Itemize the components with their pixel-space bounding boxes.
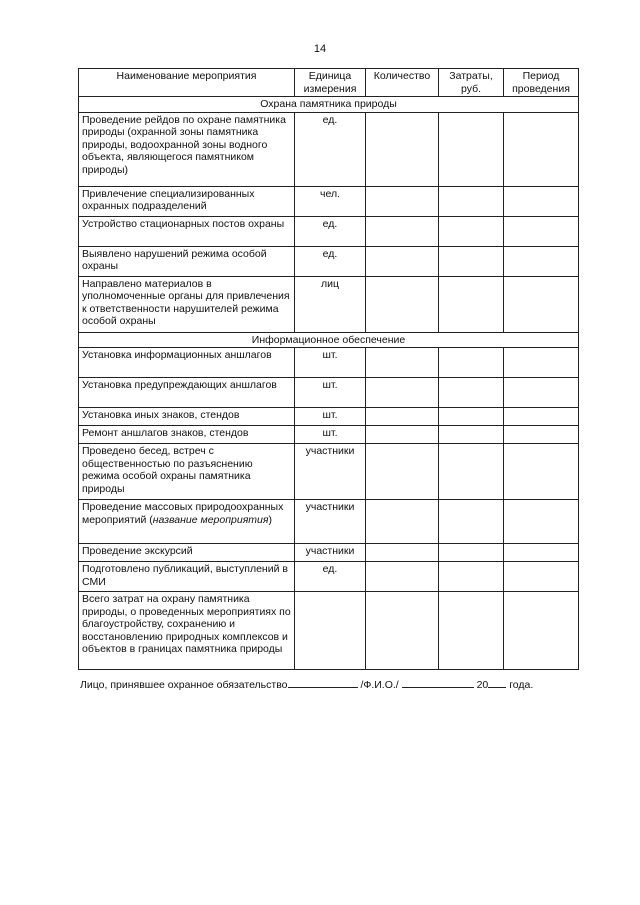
period-cell[interactable] [504, 544, 579, 562]
costs-cell[interactable] [439, 186, 504, 216]
activity-name: Привлечение специализированных охранных подразделений [79, 186, 295, 216]
activity-unit: ед. [295, 216, 366, 246]
table-row [79, 378, 579, 408]
activity-name [79, 500, 295, 544]
costs-cell[interactable] [439, 426, 504, 444]
costs-cell[interactable] [439, 408, 504, 426]
signature-blank[interactable] [288, 677, 358, 688]
section-row [79, 332, 579, 348]
activity-name: Проведено бесед, встреч с общественностью по разъяснению режима особой охраны памятника природы [79, 444, 295, 500]
activity-unit: ед. [295, 246, 366, 276]
quantity-cell[interactable] [366, 500, 439, 544]
activity-unit: шт. [295, 378, 366, 408]
period-cell[interactable] [504, 276, 579, 332]
activity-name: Выявлено нарушений режима особой охраны [79, 246, 295, 276]
table-row [79, 246, 579, 276]
costs-cell[interactable] [439, 544, 504, 562]
activity-name: Установка иных знаков, стендов [79, 408, 295, 426]
period-cell[interactable] [504, 186, 579, 216]
header-period: Период проведения [504, 69, 579, 97]
signature-line [80, 677, 590, 691]
activity-name: Проведение экскурсий [79, 544, 295, 562]
activity-unit: ед. [295, 112, 366, 186]
table-row [79, 500, 579, 544]
period-cell[interactable] [504, 112, 579, 186]
activity-unit: чел. [295, 186, 366, 216]
activity-unit: участники [295, 544, 366, 562]
quantity-cell[interactable] [366, 444, 439, 500]
header-quantity: Количество [366, 69, 439, 97]
costs-cell[interactable] [439, 500, 504, 544]
costs-cell[interactable] [439, 112, 504, 186]
quantity-cell[interactable] [366, 246, 439, 276]
activity-unit: участники [295, 500, 366, 544]
costs-cell[interactable] [439, 562, 504, 592]
period-cell[interactable] [504, 348, 579, 378]
header-unit: Единица измерения [295, 69, 366, 97]
quantity-cell[interactable] [366, 112, 439, 186]
table-row [79, 544, 579, 562]
table-row [79, 216, 579, 246]
costs-cell[interactable] [439, 348, 504, 378]
quantity-cell[interactable] [366, 276, 439, 332]
activity-name-suffix: ) [268, 513, 272, 526]
table-row [79, 444, 579, 500]
activity-name: Проведение рейдов по охране памятника природы (охранной зоны памятника природы, водоохранной зоны водного объекта, являющегося памятником природы) [79, 112, 295, 186]
year-prefix: 20 [476, 679, 489, 691]
activities-table [78, 68, 579, 670]
header-activity-name: Наименование мероприятия [79, 69, 295, 97]
quantity-cell[interactable] [366, 562, 439, 592]
period-cell[interactable] [504, 592, 579, 670]
activity-unit: ед. [295, 562, 366, 592]
table-row [79, 592, 579, 670]
quantity-cell[interactable] [366, 378, 439, 408]
costs-cell[interactable] [439, 246, 504, 276]
costs-cell[interactable] [439, 276, 504, 332]
period-cell[interactable] [504, 444, 579, 500]
quantity-cell[interactable] [366, 544, 439, 562]
activity-unit: шт. [295, 426, 366, 444]
quantity-cell[interactable] [366, 408, 439, 426]
table-row [79, 276, 579, 332]
activity-name: Установка предупреждающих аншлагов [79, 378, 295, 408]
costs-cell[interactable] [439, 378, 504, 408]
period-cell[interactable] [504, 426, 579, 444]
period-cell[interactable] [504, 378, 579, 408]
table-row [79, 348, 579, 378]
costs-cell[interactable] [439, 216, 504, 246]
quantity-cell[interactable] [366, 216, 439, 246]
page-number: 14 [313, 43, 327, 55]
period-cell[interactable] [504, 562, 579, 592]
table-row [79, 562, 579, 592]
signature-label: Лицо, принявшее охранное обязательство [80, 679, 288, 691]
table-row [79, 186, 579, 216]
fio-label: /Ф.И.О./ [360, 679, 399, 691]
activity-unit: шт. [295, 348, 366, 378]
year-blank[interactable] [488, 677, 506, 688]
table-row [79, 112, 579, 186]
activity-unit: участники [295, 444, 366, 500]
year-suffix: года. [509, 679, 534, 691]
quantity-cell[interactable] [366, 426, 439, 444]
section-title-nature-protection: Охрана памятника природы [79, 97, 579, 113]
activity-unit: шт. [295, 408, 366, 426]
table-row [79, 408, 579, 426]
activity-name: Ремонт аншлагов знаков, стендов [79, 426, 295, 444]
period-cell[interactable] [504, 216, 579, 246]
header-costs: Затраты, руб. [439, 69, 504, 97]
activity-name: Подготовлено публикаций, выступлений в СМИ [79, 562, 295, 592]
section-row [79, 97, 579, 113]
section-title-information-support: Информационное обеспечение [79, 332, 579, 348]
period-cell[interactable] [504, 408, 579, 426]
activity-name-placeholder: название мероприятия [152, 513, 269, 526]
activity-unit [295, 592, 366, 670]
activity-name-text: Проведение массовых природоохранных мероприятий ( [82, 501, 284, 526]
period-cell[interactable] [504, 500, 579, 544]
costs-cell[interactable] [439, 444, 504, 500]
costs-cell[interactable] [439, 592, 504, 670]
quantity-cell[interactable] [366, 592, 439, 670]
table-header-row [79, 69, 579, 97]
date-blank[interactable] [402, 677, 474, 688]
activity-name: Всего затрат на охрану памятника природы, о проведенных мероприятиях по благоустройству, сохранению и восстановлению природных комплексов и объектов в границах памятника природы [79, 592, 295, 670]
activity-name: Направлено материалов в уполномоченные органы для привлечения к ответственности нарушителей режима особой охраны [79, 276, 295, 332]
quantity-cell[interactable] [366, 186, 439, 216]
activity-unit: лиц [295, 276, 366, 332]
table-row [79, 426, 579, 444]
quantity-cell[interactable] [366, 348, 439, 378]
activity-name: Установка информационных аншлагов [79, 348, 295, 378]
activity-name: Устройство стационарных постов охраны [79, 216, 295, 246]
period-cell[interactable] [504, 246, 579, 276]
